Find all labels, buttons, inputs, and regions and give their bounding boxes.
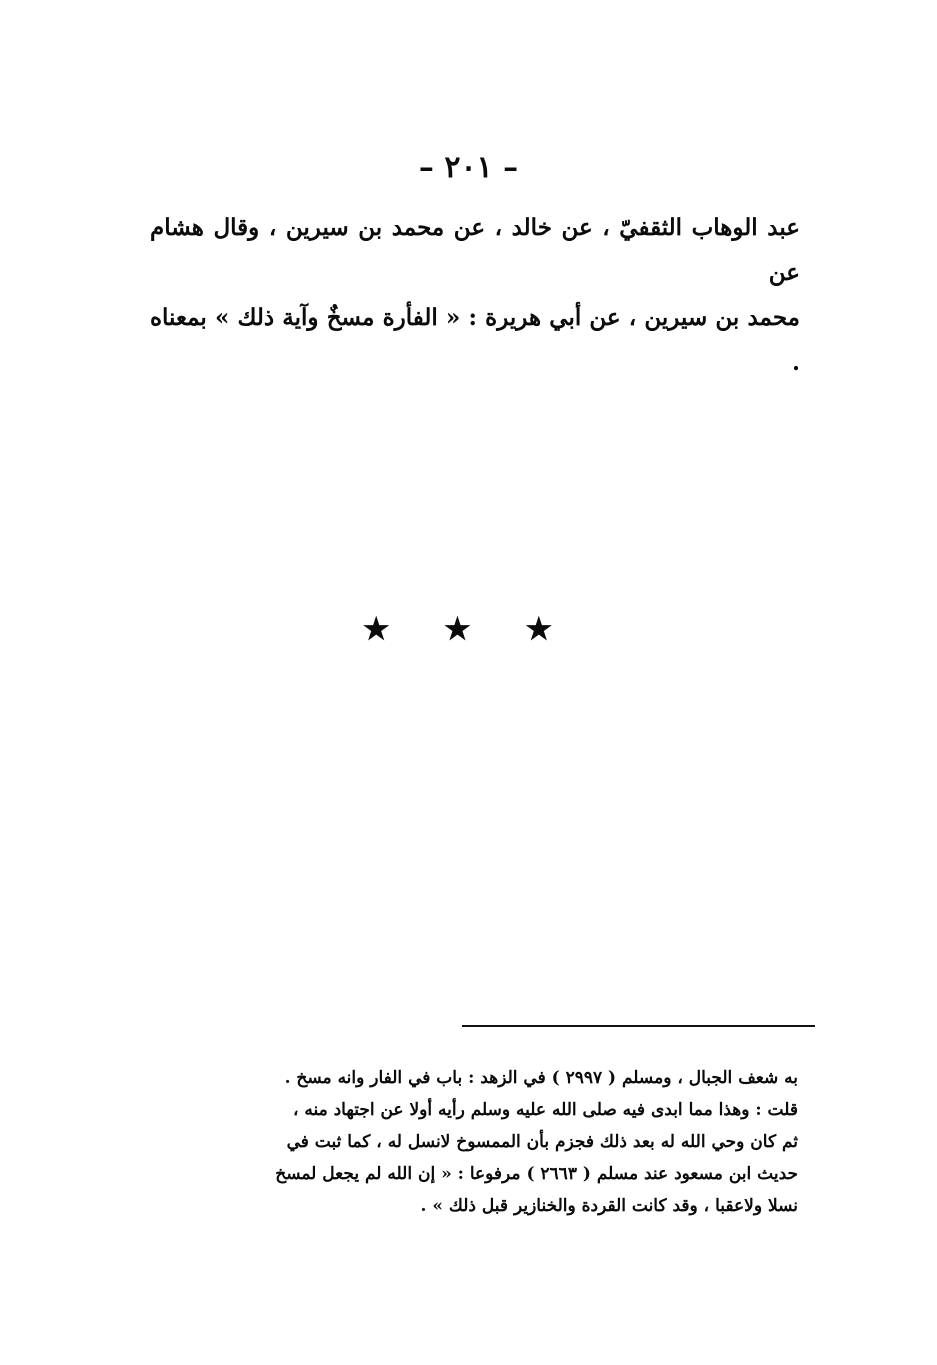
footnote-line: به شعف الجبال ، ومسلم ( ٢٩٩٧ ) في الزهد : باب في الفار وانه مسخ . [284,1068,798,1088]
footnote-line: ثم كان وحي الله له بعد ذلك فجزم بأن الممسوخ لانسل له ، كما ثبت في [286,1132,798,1152]
footnote-line: نسلا ولاعقبا ، وقد كانت القردة والخنازير قبل ذلك » . [420,1196,798,1216]
main-text-line: محمد بن سيرين ، عن أبي هريرة : « الفأرة مسخٌ وآية ذلك » بمعناه . [150,304,800,376]
footnotes [155,1062,798,1222]
section-separator-stars: ★ ★ ★ [362,612,575,647]
footnote-divider [462,1025,815,1027]
main-text-line: عبد الوهاب الثقفيّ ، عن خالد ، عن محمد بن سيرين ، وقال هشام عن [150,214,800,286]
main-text [150,205,800,385]
page-number: – ٢٠١ – [418,150,519,185]
footnote-line: قلت : وهذا مما ابدى فيه صلى الله عليه وسلم رأيه أولا عن اجتهاد منه ، [292,1100,798,1120]
footnote-line: حديث ابن مسعود عند مسلم ( ٢٦٦٣ ) مرفوعا : « إن الله لم يجعل لمسخ [275,1164,798,1184]
